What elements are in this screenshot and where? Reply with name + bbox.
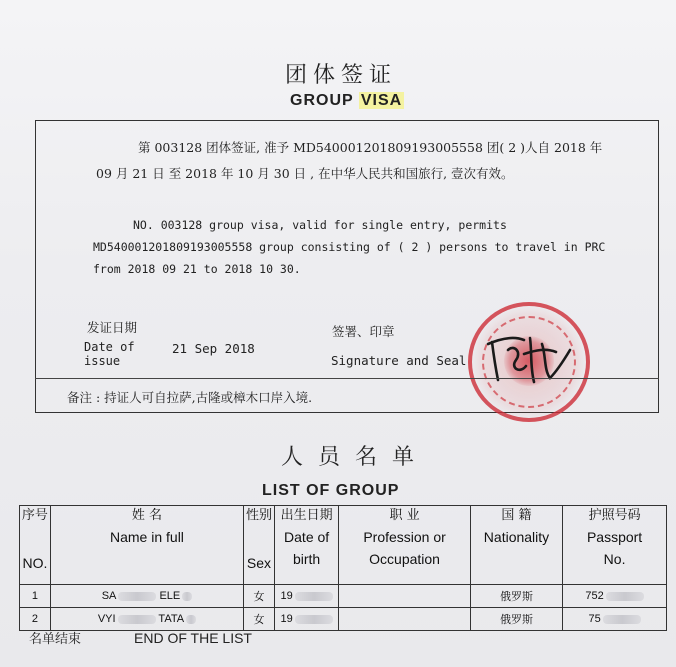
header-passport — [563, 506, 667, 585]
list-title-cn: 人 员 名 单 — [281, 445, 418, 470]
table-row — [20, 585, 667, 608]
row-passport-visible: 752 — [585, 590, 604, 602]
header-occupation-en-1: Profession or — [363, 529, 446, 545]
row-no: 1 — [20, 585, 51, 608]
header-occupation — [339, 506, 471, 585]
issue-date-label-en-2: issue — [84, 354, 121, 368]
table-header-row — [20, 506, 667, 585]
row-dob — [274, 585, 338, 608]
row-passport-visible: 75 — [588, 613, 601, 625]
header-dob — [274, 506, 338, 585]
redacted-mark — [606, 592, 644, 601]
row-passport — [563, 608, 667, 631]
header-nationality-cn: 国 籍 — [501, 508, 532, 523]
row-name — [50, 585, 243, 608]
header-nationality — [470, 506, 562, 585]
redacted-mark — [118, 615, 156, 624]
header-name — [50, 506, 243, 585]
row-dob-visible: 19 — [280, 590, 293, 602]
header-name-en: Name in full — [110, 529, 184, 545]
title-en-visa: VISA — [360, 92, 403, 109]
end-of-list-cn: 名单结束 — [29, 632, 82, 647]
header-dob-cn: 出生日期 — [280, 508, 333, 523]
table-row — [20, 608, 667, 631]
issue-date-label-en-1: Date of — [84, 340, 135, 354]
header-sex-cn: 性别 — [245, 508, 272, 523]
header-no — [20, 506, 51, 585]
row-sex: 女 — [244, 585, 275, 608]
header-no-en: NO. — [22, 555, 48, 571]
group-list-table — [19, 505, 667, 631]
remark-divider — [35, 378, 659, 379]
row-passport — [563, 585, 667, 608]
header-occupation-en-2: Occupation — [369, 551, 440, 567]
header-name-cn: 姓 名 — [131, 508, 163, 523]
row-name-tail: ELE — [159, 590, 181, 602]
header-nationality-en: Nationality — [483, 529, 550, 545]
row-nationality: 俄罗斯 — [470, 608, 562, 631]
row-sex: 女 — [244, 608, 275, 631]
row-dob — [274, 608, 338, 631]
visa-en-line-1: NO. 003128 group visa, valid for single entry, permits — [133, 218, 507, 232]
row-no: 2 — [20, 608, 51, 631]
row-occupation — [339, 608, 471, 631]
issue-date-value: 21 Sep 2018 — [172, 341, 255, 356]
header-dob-en-2: birth — [292, 551, 321, 567]
row-name-tail: TATA — [158, 613, 185, 625]
redacted-mark — [295, 615, 333, 624]
remark-text: 备注 : 持证人可自拉萨,古隆或樟木口岸入境. — [67, 390, 313, 405]
redacted-mark — [118, 592, 156, 601]
handwritten-signature — [484, 330, 576, 390]
header-sex — [244, 506, 275, 585]
redacted-mark — [186, 615, 196, 624]
visa-cn-line-1: 第 003128 团体签证, 准予 MD540001201809193005558 团( 2 )人自 2018 年 — [138, 140, 603, 155]
header-passport-cn: 护照号码 — [588, 508, 641, 523]
visa-en-line-2: MD540001201809193005558 group consisting of ( 2 ) persons to travel in PRC — [93, 240, 606, 254]
row-nationality: 俄罗斯 — [470, 585, 562, 608]
visa-en-line-3: from 2018 09 21 to 2018 10 30. — [93, 262, 301, 276]
header-no-cn: 序号 — [21, 508, 48, 523]
row-occupation — [339, 585, 471, 608]
end-of-list-en: END OF THE LIST — [134, 630, 252, 646]
header-dob-en-1: Date of — [284, 529, 330, 545]
header-occupation-cn: 职 业 — [389, 508, 420, 523]
visa-cn-line-2: 09 月 21 日 至 2018 年 10 月 30 日 , 在中华人民共和国旅行, 壹次有效。 — [96, 166, 514, 181]
doc-title-en — [290, 92, 404, 110]
row-name-visible: VYI — [97, 613, 116, 625]
list-title-en: LIST OF GROUP — [262, 482, 400, 499]
doc-title-cn: 团体签证 — [285, 63, 398, 88]
signature-label-en: Signature and Seal — [331, 353, 467, 368]
redacted-mark — [295, 592, 333, 601]
header-passport-en-1: Passport — [586, 529, 643, 545]
title-en-group: GROUP — [290, 92, 354, 109]
header-sex-en: Sex — [246, 555, 272, 571]
redacted-mark — [182, 592, 192, 601]
row-dob-visible: 19 — [280, 613, 293, 625]
redacted-mark — [603, 615, 641, 624]
signature-label-cn: 签署、印章 — [332, 324, 395, 339]
row-name-visible: SA — [101, 590, 117, 602]
issue-date-label-cn: 发证日期 — [87, 320, 138, 335]
header-passport-en-2: No. — [603, 551, 626, 567]
